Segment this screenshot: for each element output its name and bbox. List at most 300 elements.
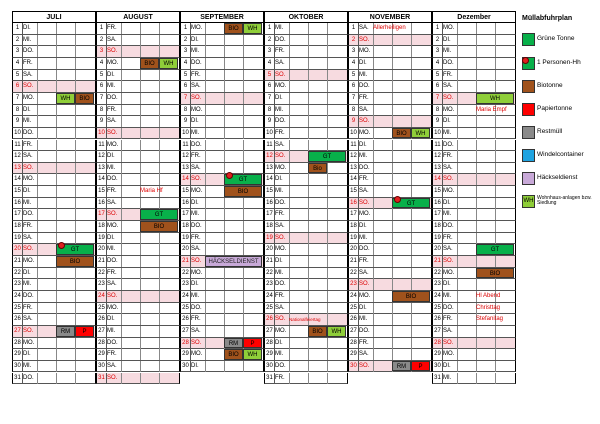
day-row: [264, 291, 348, 303]
event-bio: BIO: [140, 58, 159, 69]
day-number: 25: [97, 303, 107, 314]
day-row: [12, 58, 96, 70]
cell-divider: [495, 23, 496, 34]
cell-divider: [224, 221, 225, 232]
cell-divider: [289, 279, 290, 290]
cell-divider: [495, 81, 496, 92]
legend-swatch: [522, 149, 535, 162]
cell-divider: [121, 105, 122, 116]
cell-divider: [121, 233, 122, 244]
cell-divider: [457, 291, 458, 302]
cell-divider: [411, 35, 412, 46]
day-number: 12: [349, 151, 359, 162]
cell-divider: [37, 174, 38, 185]
day-number: 24: [13, 291, 23, 302]
day-row: [432, 128, 516, 140]
weekday-label: SA.: [275, 141, 285, 148]
cell-divider: [121, 93, 122, 104]
cell-divider: [37, 244, 38, 255]
day-number: 6: [265, 81, 275, 92]
day-number: 9: [265, 116, 275, 127]
event-txt: Christtag: [476, 304, 501, 311]
day-number: 7: [181, 93, 191, 104]
day-number: 9: [181, 116, 191, 127]
day-row: [264, 268, 348, 280]
day-row: [12, 186, 96, 198]
cell-divider: [457, 93, 458, 104]
weekday-label: SA.: [23, 153, 33, 160]
day-row: [12, 163, 96, 175]
day-row: [432, 361, 516, 373]
day-number: 20: [97, 244, 107, 255]
day-number: 26: [97, 314, 107, 325]
day-row: [96, 291, 180, 303]
cell-divider: [327, 244, 328, 255]
event-bio: BIO: [308, 326, 327, 337]
cell-divider: [75, 186, 76, 197]
weekday-label: SO.: [443, 176, 454, 183]
day-number: 7: [97, 93, 107, 104]
weekday-label: SA.: [359, 269, 369, 276]
day-row: [180, 70, 264, 82]
day-number: 7: [13, 93, 23, 104]
day-number: 16: [265, 198, 275, 209]
cell-divider: [56, 186, 57, 197]
cell-divider: [373, 151, 374, 162]
day-number: 11: [97, 140, 107, 151]
day-number: 26: [349, 314, 359, 325]
cell-divider: [243, 35, 244, 46]
cell-divider: [327, 186, 328, 197]
weekday-label: FR.: [443, 316, 453, 323]
weekday-label: SO.: [191, 339, 202, 346]
event-p: P: [411, 361, 430, 372]
month-header: JULI: [12, 11, 96, 23]
day-number: 12: [265, 151, 275, 162]
cell-divider: [373, 256, 374, 267]
cell-divider: [37, 221, 38, 232]
cell-divider: [327, 221, 328, 232]
weekday-label: SA.: [359, 351, 369, 358]
cell-divider: [373, 128, 374, 139]
weekday-label: SA.: [191, 83, 201, 90]
cell-divider: [159, 23, 160, 34]
day-row: [96, 233, 180, 245]
day-number: 6: [13, 81, 23, 92]
cell-divider: [37, 163, 38, 174]
weekday-label: MI.: [107, 83, 116, 90]
cell-divider: [121, 70, 122, 81]
cell-divider: [327, 303, 328, 314]
day-number: 8: [13, 105, 23, 116]
cell-divider: [37, 349, 38, 360]
weekday-label: MO.: [443, 25, 455, 31]
cell-divider: [75, 291, 76, 302]
cell-divider: [327, 349, 328, 360]
day-row: [432, 163, 516, 175]
cell-divider: [121, 186, 122, 197]
cell-divider: [37, 279, 38, 290]
day-row: [12, 198, 96, 210]
weekday-label: SO.: [107, 129, 118, 136]
cell-divider: [121, 303, 122, 314]
cell-divider: [224, 291, 225, 302]
cell-divider: [140, 93, 141, 104]
weekday-label: FR.: [23, 59, 33, 66]
one-person-household-dot: [522, 57, 529, 64]
event-wh: WH: [411, 128, 430, 139]
day-row: [96, 314, 180, 326]
day-row: [432, 58, 516, 70]
cell-divider: [327, 140, 328, 151]
cell-divider: [308, 46, 309, 57]
weekday-label: DI.: [443, 362, 451, 369]
day-number: 25: [13, 303, 23, 314]
weekday-label: MO.: [107, 223, 119, 230]
cell-divider: [140, 268, 141, 279]
cell-divider: [373, 291, 374, 302]
day-row: [432, 23, 516, 35]
cell-divider: [159, 244, 160, 255]
cell-divider: [495, 221, 496, 232]
weekday-label: MO.: [191, 188, 203, 195]
day-number: 24: [265, 291, 275, 302]
day-row: [264, 174, 348, 186]
cell-divider: [392, 279, 393, 290]
legend-item: [522, 57, 600, 71]
day-number: 19: [349, 233, 359, 244]
cell-divider: [411, 256, 412, 267]
cell-divider: [56, 35, 57, 46]
cell-divider: [495, 349, 496, 360]
cell-divider: [476, 198, 477, 209]
cell-divider: [457, 151, 458, 162]
cell-divider: [205, 186, 206, 197]
cell-divider: [373, 303, 374, 314]
cell-divider: [121, 58, 122, 69]
cell-divider: [327, 105, 328, 116]
cell-divider: [457, 233, 458, 244]
weekday-label: FR.: [23, 141, 33, 148]
cell-divider: [159, 151, 160, 162]
day-number: 29: [181, 349, 191, 360]
legend-swatch: [522, 126, 535, 139]
cell-divider: [56, 116, 57, 127]
day-row: [264, 93, 348, 105]
event-bio: BIO: [392, 291, 430, 302]
cell-divider: [224, 105, 225, 116]
cell-divider: [140, 279, 141, 290]
weekday-label: FR.: [359, 339, 369, 346]
day-row: [12, 233, 96, 245]
day-number: 4: [13, 58, 23, 69]
day-number: 17: [349, 209, 359, 220]
cell-divider: [121, 361, 122, 372]
event-txt: Hl Abend: [476, 292, 501, 299]
cell-divider: [75, 105, 76, 116]
event-txt: Maria Hf: [140, 188, 163, 195]
cell-divider: [476, 116, 477, 127]
day-number: 30: [181, 361, 191, 372]
cell-divider: [140, 303, 141, 314]
cell-divider: [476, 279, 477, 290]
cell-divider: [289, 233, 290, 244]
cell-divider: [205, 140, 206, 151]
day-number: 21: [265, 256, 275, 267]
day-number: 28: [181, 338, 191, 349]
day-number: 15: [181, 186, 191, 197]
event-bio: BIO: [140, 221, 178, 232]
cell-divider: [159, 338, 160, 349]
weekday-label: DI.: [107, 71, 115, 78]
day-row: [432, 81, 516, 93]
cell-divider: [159, 93, 160, 104]
day-row: [96, 23, 180, 35]
cell-divider: [373, 338, 374, 349]
cell-divider: [243, 314, 244, 325]
cell-divider: [140, 163, 141, 174]
day-number: 5: [97, 70, 107, 81]
weekday-label: FR.: [23, 223, 33, 230]
weekday-label: FR.: [275, 292, 285, 299]
cell-divider: [205, 151, 206, 162]
day-number: 3: [13, 46, 23, 57]
day-number: 9: [433, 116, 443, 127]
day-row: [96, 279, 180, 291]
cell-divider: [205, 209, 206, 220]
weekday-label: DO.: [107, 176, 118, 183]
weekday-label: DO.: [443, 59, 454, 66]
weekday-label: SO.: [23, 164, 34, 171]
cell-divider: [75, 279, 76, 290]
day-row: [348, 279, 432, 291]
day-row: [180, 163, 264, 175]
event-p: P: [75, 326, 94, 337]
cell-divider: [121, 174, 122, 185]
day-number: 4: [97, 58, 107, 69]
cell-divider: [75, 338, 76, 349]
cell-divider: [495, 70, 496, 81]
weekday-label: DI.: [275, 339, 283, 346]
weekday-label: DO.: [191, 304, 202, 311]
day-number: 4: [349, 58, 359, 69]
legend-label: Grüne Tonne: [537, 35, 575, 42]
cell-divider: [476, 174, 477, 185]
event-rm: RM: [224, 338, 243, 349]
day-row: [348, 174, 432, 186]
weekday-label: FR.: [107, 25, 117, 31]
day-number: 13: [13, 163, 23, 174]
weekday-label: SO.: [23, 246, 34, 253]
day-row: [264, 128, 348, 140]
legend-swatch: [522, 195, 535, 208]
event-bio: BIO: [392, 128, 411, 139]
cell-divider: [457, 186, 458, 197]
day-row: [180, 35, 264, 47]
cell-divider: [373, 209, 374, 220]
cell-divider: [159, 35, 160, 46]
day-row: [12, 151, 96, 163]
cell-divider: [205, 23, 206, 34]
cell-divider: [243, 326, 244, 337]
weekday-label: DI.: [23, 106, 31, 113]
weekday-label: MI.: [359, 234, 368, 241]
cell-divider: [457, 70, 458, 81]
cell-divider: [224, 140, 225, 151]
cell-divider: [289, 105, 290, 116]
day-row: [432, 338, 516, 350]
day-row: [96, 35, 180, 47]
cell-divider: [289, 93, 290, 104]
day-number: 2: [13, 35, 23, 46]
cell-divider: [392, 338, 393, 349]
day-number: 27: [433, 326, 443, 337]
month-header: Dezember: [432, 11, 516, 23]
weekday-label: SO.: [443, 258, 454, 264]
day-row: [348, 326, 432, 338]
day-row: [180, 209, 264, 221]
day-row: [12, 35, 96, 47]
day-number: 24: [349, 291, 359, 302]
cell-divider: [308, 198, 309, 209]
cell-divider: [289, 35, 290, 46]
day-row: [264, 361, 348, 373]
day-number: 14: [265, 174, 275, 185]
day-number: 6: [181, 81, 191, 92]
weekday-label: SO.: [359, 362, 370, 369]
day-row: [12, 23, 96, 35]
day-row: [264, 116, 348, 128]
cell-divider: [224, 198, 225, 209]
day-number: 20: [433, 244, 443, 255]
cell-divider: [457, 314, 458, 325]
cell-divider: [205, 174, 206, 185]
cell-divider: [289, 46, 290, 57]
cell-divider: [289, 186, 290, 197]
event-bio: BIO: [56, 256, 94, 267]
weekday-label: FR.: [191, 234, 201, 241]
cell-divider: [56, 58, 57, 69]
cell-divider: [56, 373, 57, 384]
cell-divider: [411, 233, 412, 244]
cell-divider: [56, 268, 57, 279]
cell-divider: [159, 233, 160, 244]
cell-divider: [121, 23, 122, 34]
weekday-label: DO.: [191, 223, 202, 230]
cell-divider: [289, 338, 290, 349]
cell-divider: [140, 128, 141, 139]
weekday-label: MI.: [359, 153, 368, 160]
day-number: 30: [265, 361, 275, 372]
weekday-label: MO.: [275, 246, 287, 253]
cell-divider: [457, 105, 458, 116]
cell-divider: [411, 268, 412, 279]
day-row: [432, 233, 516, 245]
cell-divider: [289, 303, 290, 314]
day-row: [12, 338, 96, 350]
weekday-label: MO.: [191, 25, 203, 31]
weekday-label: MO.: [275, 164, 287, 171]
day-row: [264, 23, 348, 35]
day-number: 1: [97, 23, 107, 34]
day-row: [264, 198, 348, 210]
cell-divider: [243, 116, 244, 127]
day-number: 2: [97, 35, 107, 46]
cell-divider: [476, 163, 477, 174]
cell-divider: [289, 244, 290, 255]
cell-divider: [159, 116, 160, 127]
cell-divider: [327, 23, 328, 34]
cell-divider: [327, 361, 328, 372]
day-number: 21: [97, 256, 107, 267]
cell-divider: [289, 23, 290, 34]
weekday-label: SA.: [107, 362, 117, 369]
cell-divider: [37, 303, 38, 314]
cell-divider: [308, 128, 309, 139]
day-row: [180, 46, 264, 58]
weekday-label: DI.: [23, 25, 31, 31]
day-row: [96, 128, 180, 140]
cell-divider: [308, 256, 309, 267]
cell-divider: [121, 151, 122, 162]
event-wh: WH: [243, 349, 262, 360]
day-row: [12, 268, 96, 280]
calendar-grid: [12, 11, 511, 382]
cell-divider: [373, 46, 374, 57]
cell-divider: [121, 349, 122, 360]
cell-divider: [205, 244, 206, 255]
cell-divider: [56, 291, 57, 302]
cell-divider: [75, 268, 76, 279]
cell-divider: [140, 46, 141, 57]
day-row: [348, 256, 432, 268]
day-number: 25: [265, 303, 275, 314]
event-wh: WH: [56, 93, 75, 104]
day-number: 19: [13, 233, 23, 244]
cell-divider: [56, 70, 57, 81]
legend-item: [522, 149, 600, 163]
cell-divider: [140, 244, 141, 255]
day-row: [432, 70, 516, 82]
day-row: [96, 163, 180, 175]
cell-divider: [457, 268, 458, 279]
cell-divider: [411, 93, 412, 104]
cell-divider: [224, 326, 225, 337]
cell-divider: [37, 186, 38, 197]
day-number: 13: [97, 163, 107, 174]
day-number: 20: [265, 244, 275, 255]
cell-divider: [495, 140, 496, 151]
day-number: 26: [265, 314, 275, 325]
cell-divider: [392, 163, 393, 174]
day-row: [264, 233, 348, 245]
cell-divider: [37, 140, 38, 151]
event-gt: GT: [392, 198, 430, 209]
weekday-label: SO.: [107, 211, 118, 218]
cell-divider: [205, 268, 206, 279]
cell-divider: [392, 268, 393, 279]
day-number: 23: [97, 279, 107, 290]
day-number: 18: [97, 221, 107, 232]
cell-divider: [308, 233, 309, 244]
cell-divider: [495, 279, 496, 290]
cell-divider: [327, 338, 328, 349]
cell-divider: [373, 116, 374, 127]
cell-divider: [495, 35, 496, 46]
cell-divider: [205, 279, 206, 290]
day-row: [348, 46, 432, 58]
cell-divider: [373, 361, 374, 372]
